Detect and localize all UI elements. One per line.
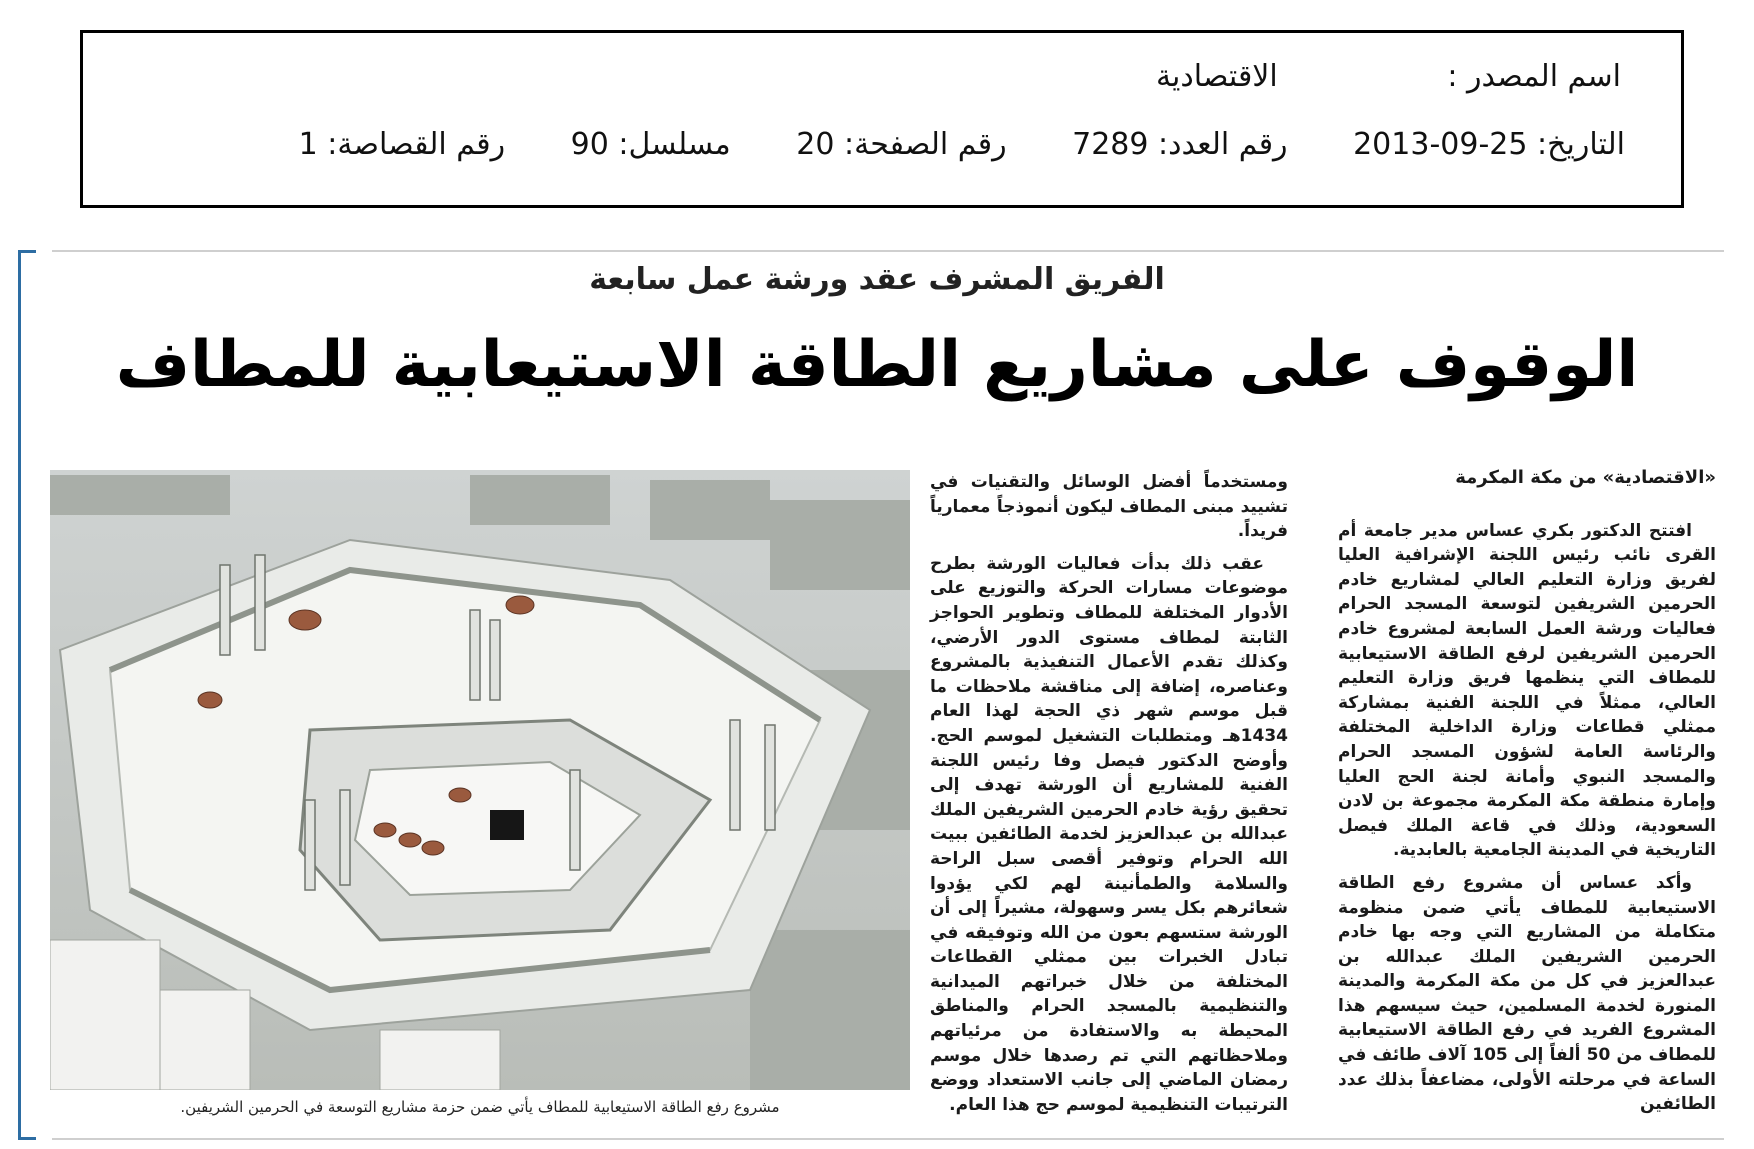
date-label: التاريخ: (1537, 127, 1625, 162)
issue-value: 7289 (1072, 127, 1149, 162)
paragraph: افتتح الدكتور بكري عساس مدير جامعة أم القرى نائب رئيس اللجنة الإشرافية العليا لفريق وزارة التعليم العالي لمشاريع خادم الحرمين الشريفين لتوسعة المسجد الحرام فعاليات ورشة العمل السابعة لمشروع خادم الحرمين الشريفين لرفع الطاقة الاستيعابية للمطاف التي ينظمها فريق وزارة التعليم العالي، ممثلاً في اللجنة الفنية بمشاركة ممثلي قطاعات وزارة الداخلية المختلفة والرئاسة العامة لشؤون المسجد الحرام والمسجد النبوي وأمانة لجنة الحج العليا وإمارة منطقة مكة المكرمة مجموعة بن لادن السعودية، وذلك في قاعة الملك فيصل التاريخية في المدينة الجامعية بالعابدية. (1338, 520, 1716, 861)
article-headline: الوقوف على مشاريع الطاقة الاستيعابية للمطاف (115, 328, 1639, 402)
clip-label: رقم القصاصة: (327, 127, 506, 162)
metadata-row-details (299, 127, 1625, 162)
source-label: اسم المصدر : (1447, 59, 1621, 94)
source-value: الاقتصادية (1155, 59, 1278, 94)
page-field (796, 127, 1006, 162)
clip-field (299, 127, 505, 162)
date-field (1353, 127, 1625, 162)
clipping-top-rule (52, 250, 1724, 252)
paragraph: ومستخدماً أفضل الوسائل والتقنيات في تشييد مبنى المطاف ليكون أنموذجاً معمارياً فريداً. (930, 472, 1288, 542)
serial-value: 90 (570, 127, 609, 162)
paragraph: وأكد عساس أن مشروع رفع الطاقة الاستيعابية للمطاف يأتي ضمن منظومة متكاملة من المشاريع التي وجه بها خادم الحرمين الشريفين الملك عبدالله بن عبدالعزيز في كل من مكة المكرمة والمدينة المنورة لخدمة المسلمين، حيث سيسهم هذا المشروع الفريد في رفع الطاقة الاستيعابية للمطاف من 50 ألفاً إلى 105 آلاف طائف في الساعة في مرحلته الأولى، مضاعفاً بذلك عدد الطائفين (1338, 872, 1717, 1115)
issue-field (1072, 127, 1287, 162)
date-value: 25-09-2013 (1353, 127, 1528, 162)
clipping-metadata-box (80, 30, 1684, 208)
masjid-rendering-illustration (50, 470, 910, 1090)
clipping-bottom-rule (52, 1138, 1724, 1140)
page-label: رقم الصفحة: (844, 127, 1007, 162)
clip-value: 1 (298, 127, 318, 162)
paragraph: عقب ذلك بدأت فعاليات الورشة بطرح موضوعات مسارات الحركة والتوزيع على الأدوار المختلفة للمطاف وتطوير الحواجز الثابتة لمطاف مستوى الدور الأرضي، وكذلك تقدم الأعمال التنفيذية بالمشروع وعناصره، إضافة إلى مناقشة ملاحظات ما قبل موسم شهر ذي الحجة لهذا العام 1434هـ ومتطلبات التشغيل لموسم الحج. وأوضح الدكتور فيصل وفا رئيس اللجنة الفنية للمشاريع أن الورشة تهدف إلى تحقيق رؤية خادم الحرمين الشريفين الملك عبدالله بن عبدالعزيز لخدمة الطائفين ببيت الله الحرام وتوفير أقصى سبل الراحة والسلامة والطمأنينة لهم لكي يؤدوا شعائرهم بكل يسر وسهولة، مشيراً إلى أن الورشة ستسهم بعون من الله وتوفيقه في تبادل الخبرات بين ممثلي القطاعات المختلفة من خلال خبراتهم الميدانية والتنظيمية بالمسجد الحرام والمناطق المحيطة به والاستفادة من مرئياتهم وملاحظاتهم التي تم رصدها خلال موسم رمضان الماضي إلى جانب الاستعداد ووضع الترتيبات التنظيمية لموسم حج هذا العام. (930, 553, 1288, 1115)
article-kicker: الفريق المشرف عقد ورشة عمل سابعة (589, 262, 1165, 297)
page-value: 20 (796, 127, 835, 162)
metadata-row-source (1156, 59, 1621, 94)
serial-field (571, 127, 731, 162)
serial-label: مسلسل: (618, 127, 731, 162)
article-column-middle (930, 470, 1288, 1125)
article-column-right (1338, 466, 1716, 1125)
article-photo (50, 470, 910, 1090)
issue-label: رقم العدد: (1158, 127, 1288, 162)
photo-caption: مشروع رفع الطاقة الاستيعابية للمطاف يأتي ضمن حزمة مشاريع التوسعة في الحرمين الشريفين. (180, 1098, 780, 1116)
article-dateline: «الاقتصادية» من مكة المكرمة (1455, 467, 1716, 488)
